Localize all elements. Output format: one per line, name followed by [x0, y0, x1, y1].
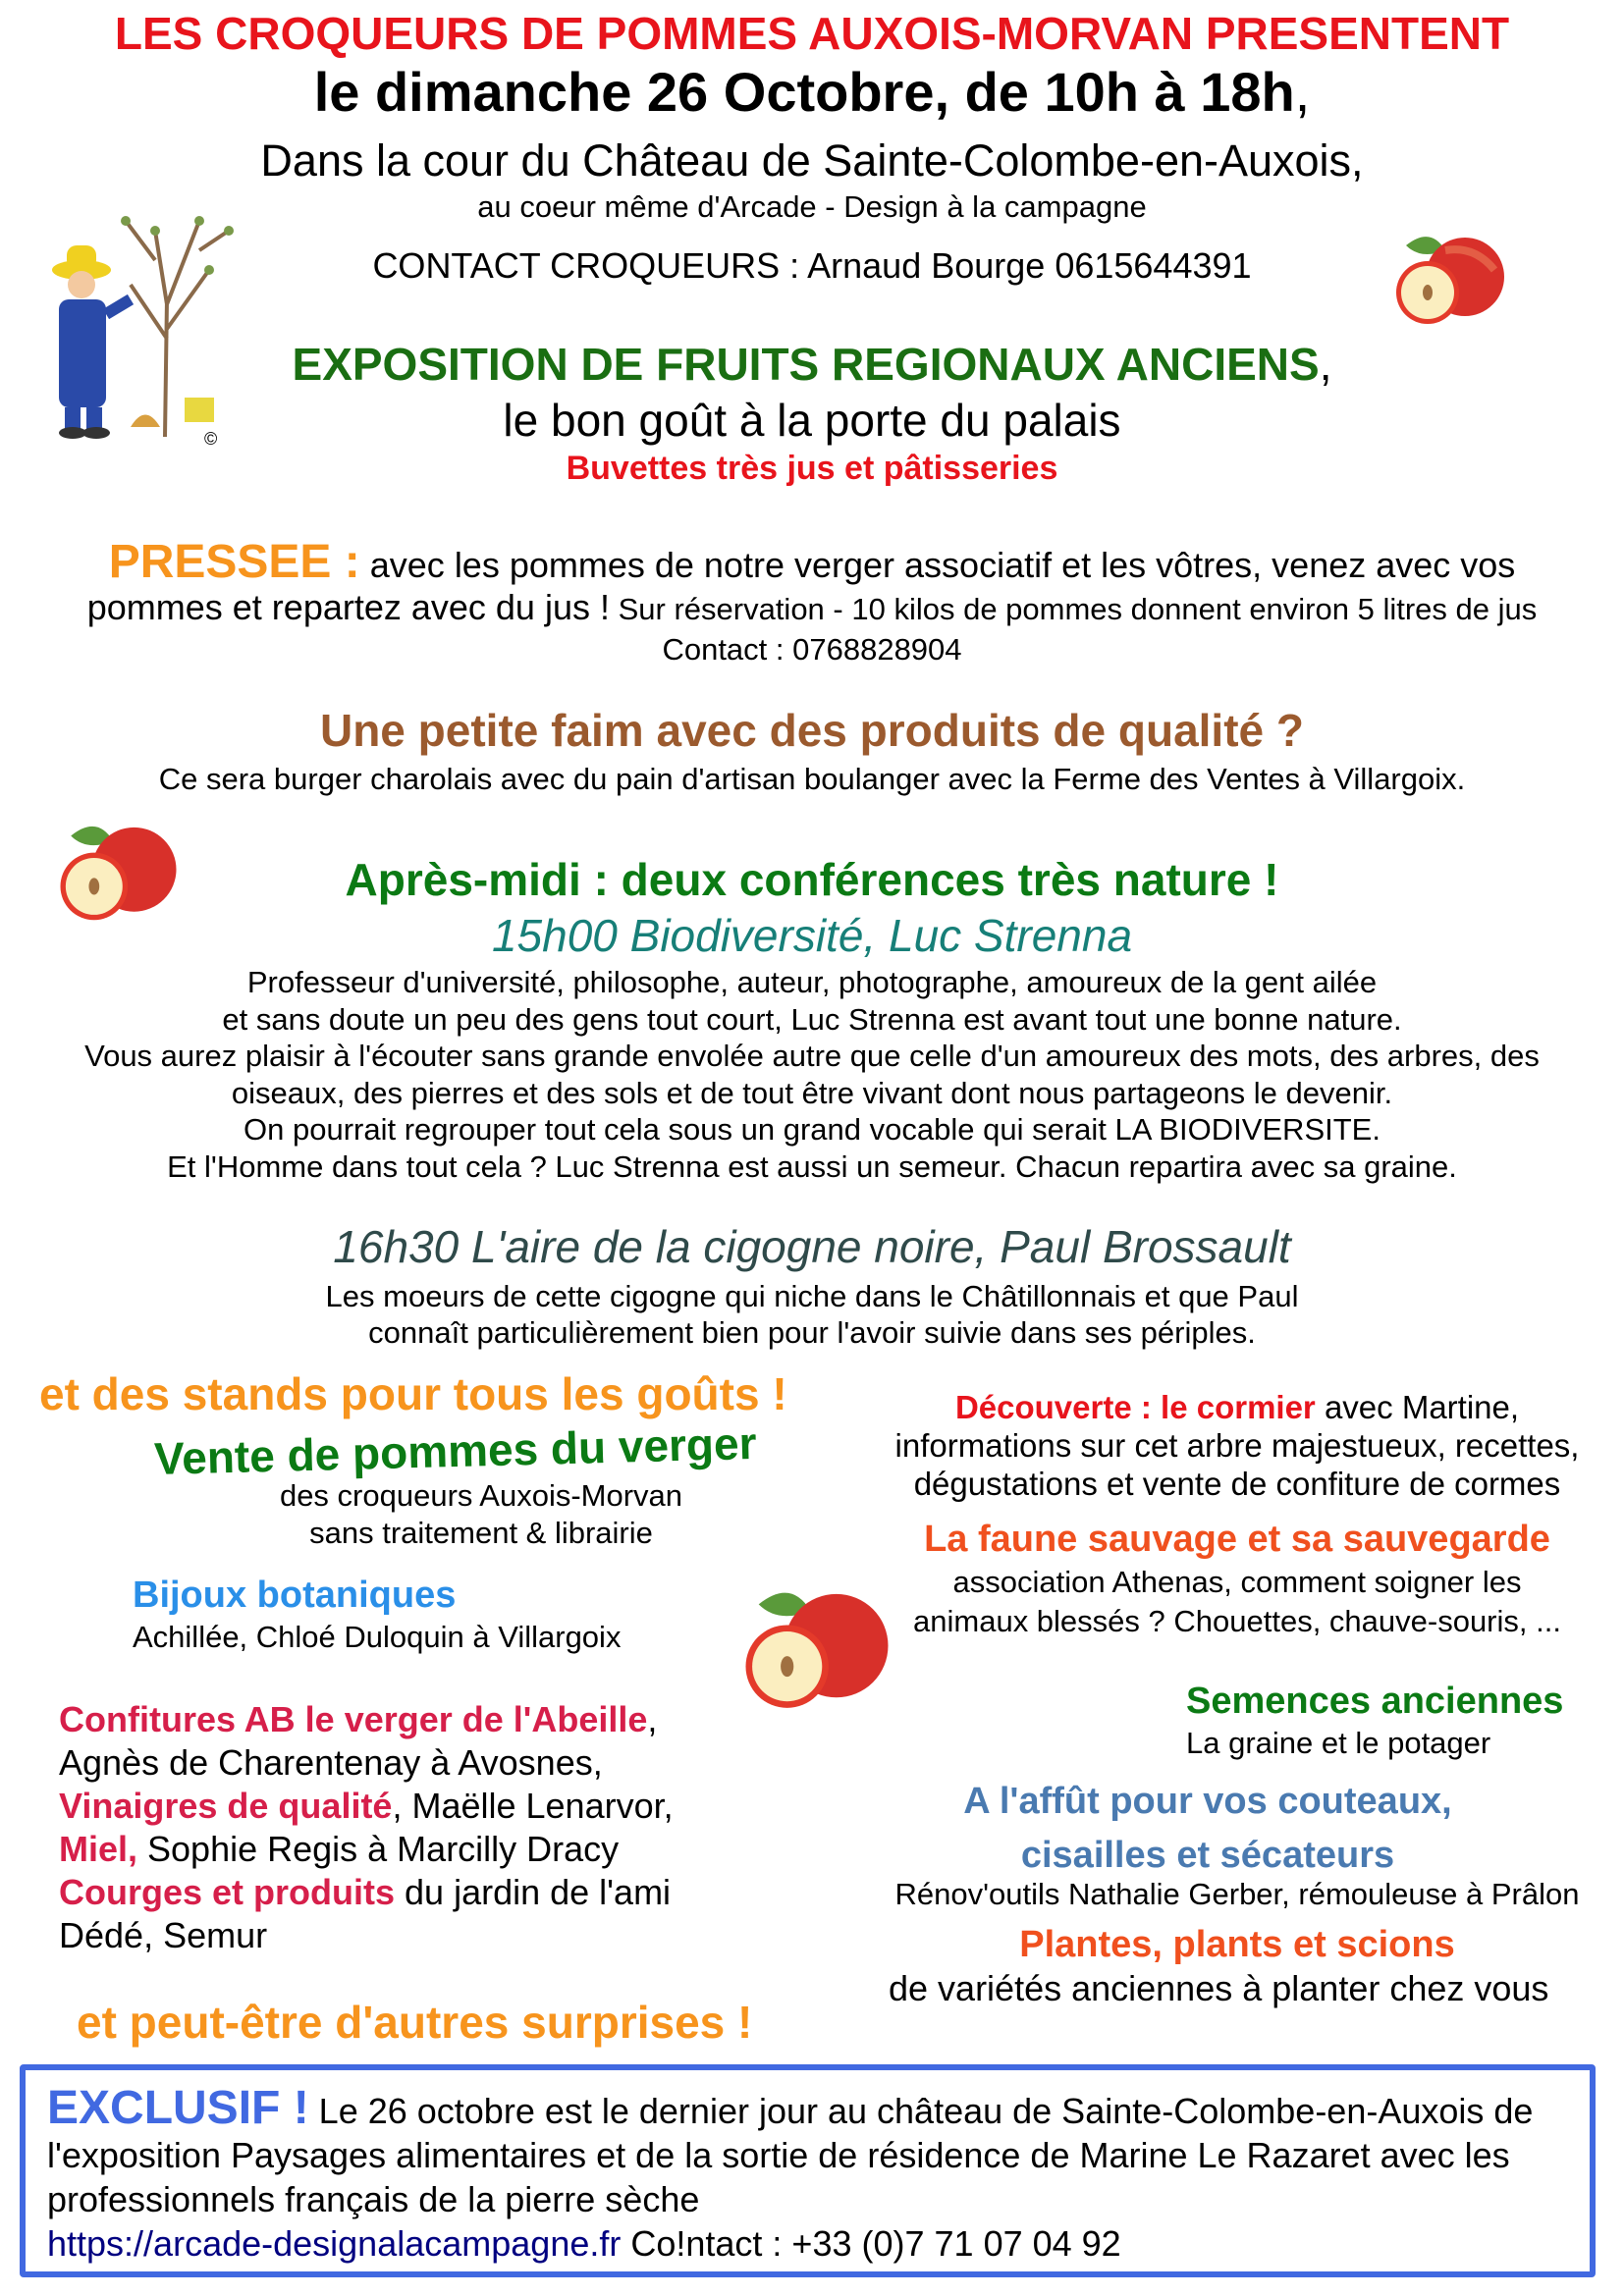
- vente-description: [196, 1477, 766, 1552]
- text-line: des croqueurs Auxois-Morvan: [279, 1478, 683, 1513]
- contact-line: CONTACT CROQUEURS : Arnaud Bourge 0615644391: [372, 245, 1252, 286]
- conference1-title: 15h00 Biodiversité, Luc Strenna: [491, 910, 1133, 961]
- producer-text: ,: [647, 1699, 658, 1739]
- list-item: [59, 1871, 674, 1914]
- plantes-title: Plantes, plants et scions: [1019, 1924, 1455, 1965]
- pressee-line2: [0, 587, 1624, 627]
- producer-text: Agnès de Charentenay à Avosnes,: [59, 1742, 603, 1783]
- affut-title: [854, 1775, 1561, 1883]
- exclusif-text: Le 26 octobre est le dernier jour au château de Sainte-Colombe-en-Auxois de l'exposition Paysages alimentaires et de la sortie de résidence de Marine Le Razaret avec les professionnels français de la pierre sèche: [47, 2091, 1534, 2219]
- list-item: [59, 1914, 674, 1957]
- faim-title: Une petite faim avec des produits de qualité ?: [319, 705, 1304, 756]
- text-line: dégustations et vente de confiture de cormes: [913, 1466, 1561, 1502]
- vente-title: Vente de pommes du verger: [153, 1416, 758, 1485]
- comma: ,: [1294, 61, 1311, 123]
- text-line: A l'affût pour vos couteaux,: [963, 1781, 1452, 1822]
- producers-list: [59, 1698, 674, 1957]
- event-date-text: le dimanche 26 Octobre, de 10h à 18h: [313, 61, 1295, 123]
- text-line: Les moeurs de cette cigogne qui niche dans le Châtillonnais et que Paul: [325, 1279, 1299, 1313]
- text-line: connaît particulièrement bien pour l'avoir suivie dans ses périples.: [368, 1315, 1256, 1350]
- list-item: [59, 1785, 674, 1828]
- bijoux-title: Bijoux botaniques: [133, 1575, 457, 1616]
- text-line: Vous aurez plaisir à l'écouter sans grande envolée autre que celle d'un amoureux des mots, des arbres, des: [84, 1039, 1540, 1073]
- conference2-description: [0, 1278, 1624, 1351]
- list-item: [59, 1741, 674, 1785]
- decouverte-text: avec Martine,: [1315, 1389, 1520, 1425]
- expo-title: [0, 339, 1624, 391]
- list-item: [59, 1698, 674, 1741]
- apple-icon: [729, 1578, 905, 1721]
- header-title: LES CROQUEURS DE POMMES AUXOIS-MORVAN PRESENTENT: [114, 8, 1510, 59]
- text-line: Professeur d'université, philosophe, auteur, photographe, amoureux de la gent ailée: [246, 965, 1378, 999]
- event-place: Dans la cour du Château de Sainte-Colombe-en-Auxois,: [260, 135, 1364, 186]
- surprises: et peut-être d'autres surprises !: [77, 1997, 753, 2048]
- event-date: [0, 61, 1624, 124]
- pressee-label: PRESSEE :: [108, 536, 360, 588]
- producer-text: Sophie Regis à Marcilly Dracy: [137, 1829, 620, 1869]
- buvettes: Buvettes très jus et pâtisseries: [566, 450, 1058, 487]
- pressee-contact: Contact : 0768828904: [662, 632, 962, 667]
- website-link[interactable]: https://arcade-designalacampagne.fr: [47, 2223, 622, 2264]
- producer-text: Dédé, Semur: [59, 1915, 268, 1955]
- expo-title-text: EXPOSITION DE FRUITS REGIONAUX ANCIENS: [292, 339, 1320, 390]
- expo-subtitle: le bon goût à la porte du palais: [503, 395, 1121, 446]
- producer-name: Courges et produits: [59, 1872, 396, 1912]
- text-line: animaux blessés ? Chouettes, chauve-souris, ...: [913, 1604, 1561, 1638]
- semences-title: Semences anciennes: [1186, 1681, 1564, 1722]
- event-subplace: au coeur même d'Arcade - Design à la campagne: [477, 189, 1147, 224]
- list-item: [59, 1828, 674, 1871]
- farmer-illustration: [37, 191, 239, 452]
- conference1-description: [0, 964, 1624, 1185]
- affut-text: Rénov'outils Nathalie Gerber, rémouleuse à Prâlon: [894, 1877, 1580, 1911]
- stands-title: et des stands pour tous les goûts !: [39, 1368, 787, 1419]
- exclusif-contact: Co!ntact : +33 (0)7 71 07 04 92: [621, 2223, 1121, 2264]
- svg-text:©: ©: [204, 429, 218, 449]
- apple-icon: [1386, 226, 1514, 334]
- producer-text: du jardin de l'ami: [395, 1872, 672, 1912]
- pressee-reservation: Sur réservation - 10 kilos de pommes donnent environ 5 litres de jus: [609, 592, 1538, 626]
- exclusif-label: EXCLUSIF !: [47, 2082, 309, 2134]
- apple-icon: [47, 815, 189, 931]
- text-line: et sans doute un peu des gens tout court, Luc Strenna est avant tout une bonne nature.: [222, 1001, 1402, 1037]
- decouverte-label: Découverte : le cormier: [954, 1389, 1316, 1425]
- text-line: On pourrait regrouper tout cela sous un grand vocable qui serait LA BIODIVERSITE.: [244, 1112, 1380, 1147]
- producer-name: Vinaigres de qualité: [59, 1786, 393, 1826]
- semences-text: La graine et le potager: [1186, 1726, 1491, 1760]
- conference2-title: 16h30 L'aire de la cigogne noire, Paul Brossault: [333, 1221, 1291, 1272]
- comma: ,: [1319, 339, 1332, 390]
- conferences-title: Après-midi : deux conférences très nature !: [345, 854, 1279, 905]
- faune-title: La faune sauvage et sa sauvegarde: [924, 1519, 1550, 1560]
- producer-text: , Maëlle Lenarvor,: [392, 1786, 674, 1826]
- text-line: oiseaux, des pierres et des sols et de tout être vivant dont nous partageons le devenir.: [231, 1075, 1393, 1110]
- faim-text: Ce sera burger charolais avec du pain d'artisan boulanger avec la Ferme des Ventes à Villargoix.: [158, 762, 1466, 796]
- producer-name: Miel,: [59, 1829, 138, 1869]
- pressee-text2: pommes et repartez avec du jus !: [86, 587, 610, 627]
- pressee-text: avec les pommes de notre verger associatif et les vôtres, venez avec vos: [359, 545, 1516, 585]
- plantes-text: de variétés anciennes à planter chez vous: [889, 1968, 1549, 2008]
- text-line: sans traitement & librairie: [309, 1516, 653, 1550]
- text-line: association Athenas, comment soigner les: [952, 1565, 1522, 1599]
- decouverte-block: [854, 1388, 1620, 1503]
- pressee-line1: [0, 535, 1624, 589]
- text-line: informations sur cet arbre majestueux, recettes,: [894, 1427, 1580, 1464]
- exclusif-box: [20, 2064, 1596, 2277]
- producer-name: Confitures AB le verger de l'Abeille: [59, 1699, 648, 1739]
- text-line: Et l'Homme dans tout cela ? Luc Strenna est aussi un semeur. Chacun repartira avec sa graine.: [167, 1148, 1457, 1184]
- bijoux-text: Achillée, Chloé Duloquin à Villargoix: [133, 1620, 622, 1654]
- faune-description: [854, 1563, 1620, 1641]
- text-line: cisailles et sécateurs: [1020, 1835, 1395, 1876]
